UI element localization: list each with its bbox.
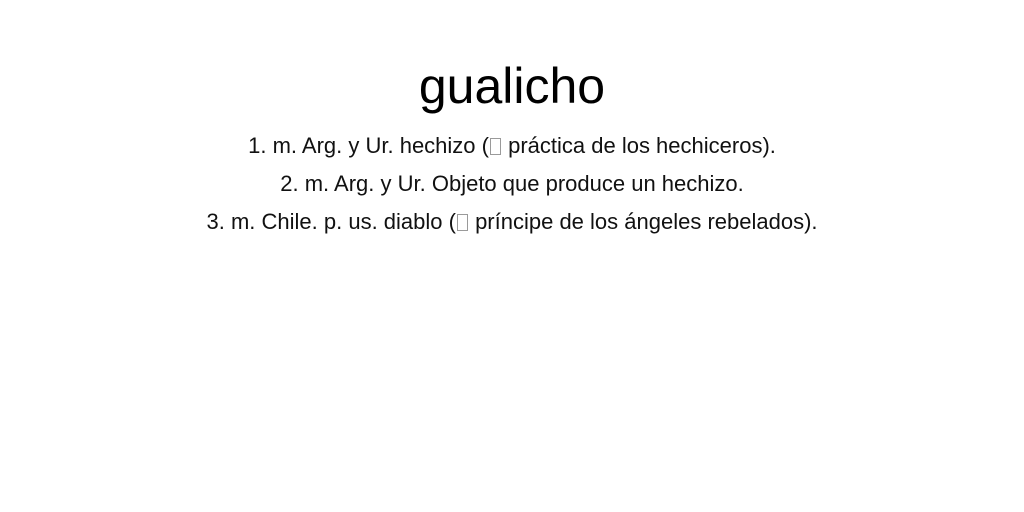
definition-text-after: príncipe de los ángeles rebelados).: [468, 209, 818, 234]
definition-list: [0, 127, 1024, 241]
missing-glyph-box-icon: [457, 214, 468, 231]
definition-number: 3.: [206, 209, 225, 234]
definition-number: 1.: [248, 133, 267, 158]
headword: gualicho: [418, 58, 606, 114]
definition-text-before: m. Chile. p. us. diablo (: [230, 209, 456, 234]
definition-text-before: m. Arg. y Ur. hechizo (: [272, 133, 489, 158]
definition-item: [0, 203, 1024, 241]
definition-item: [0, 165, 1024, 203]
definition-text-after: práctica de los hechiceros).: [501, 133, 776, 158]
definition-number: 2.: [280, 171, 299, 196]
definition-text-before: m. Arg. y Ur. Objeto que produce un hechizo.: [304, 171, 744, 196]
definition-item: [0, 127, 1024, 165]
missing-glyph-box-icon: [490, 138, 501, 155]
